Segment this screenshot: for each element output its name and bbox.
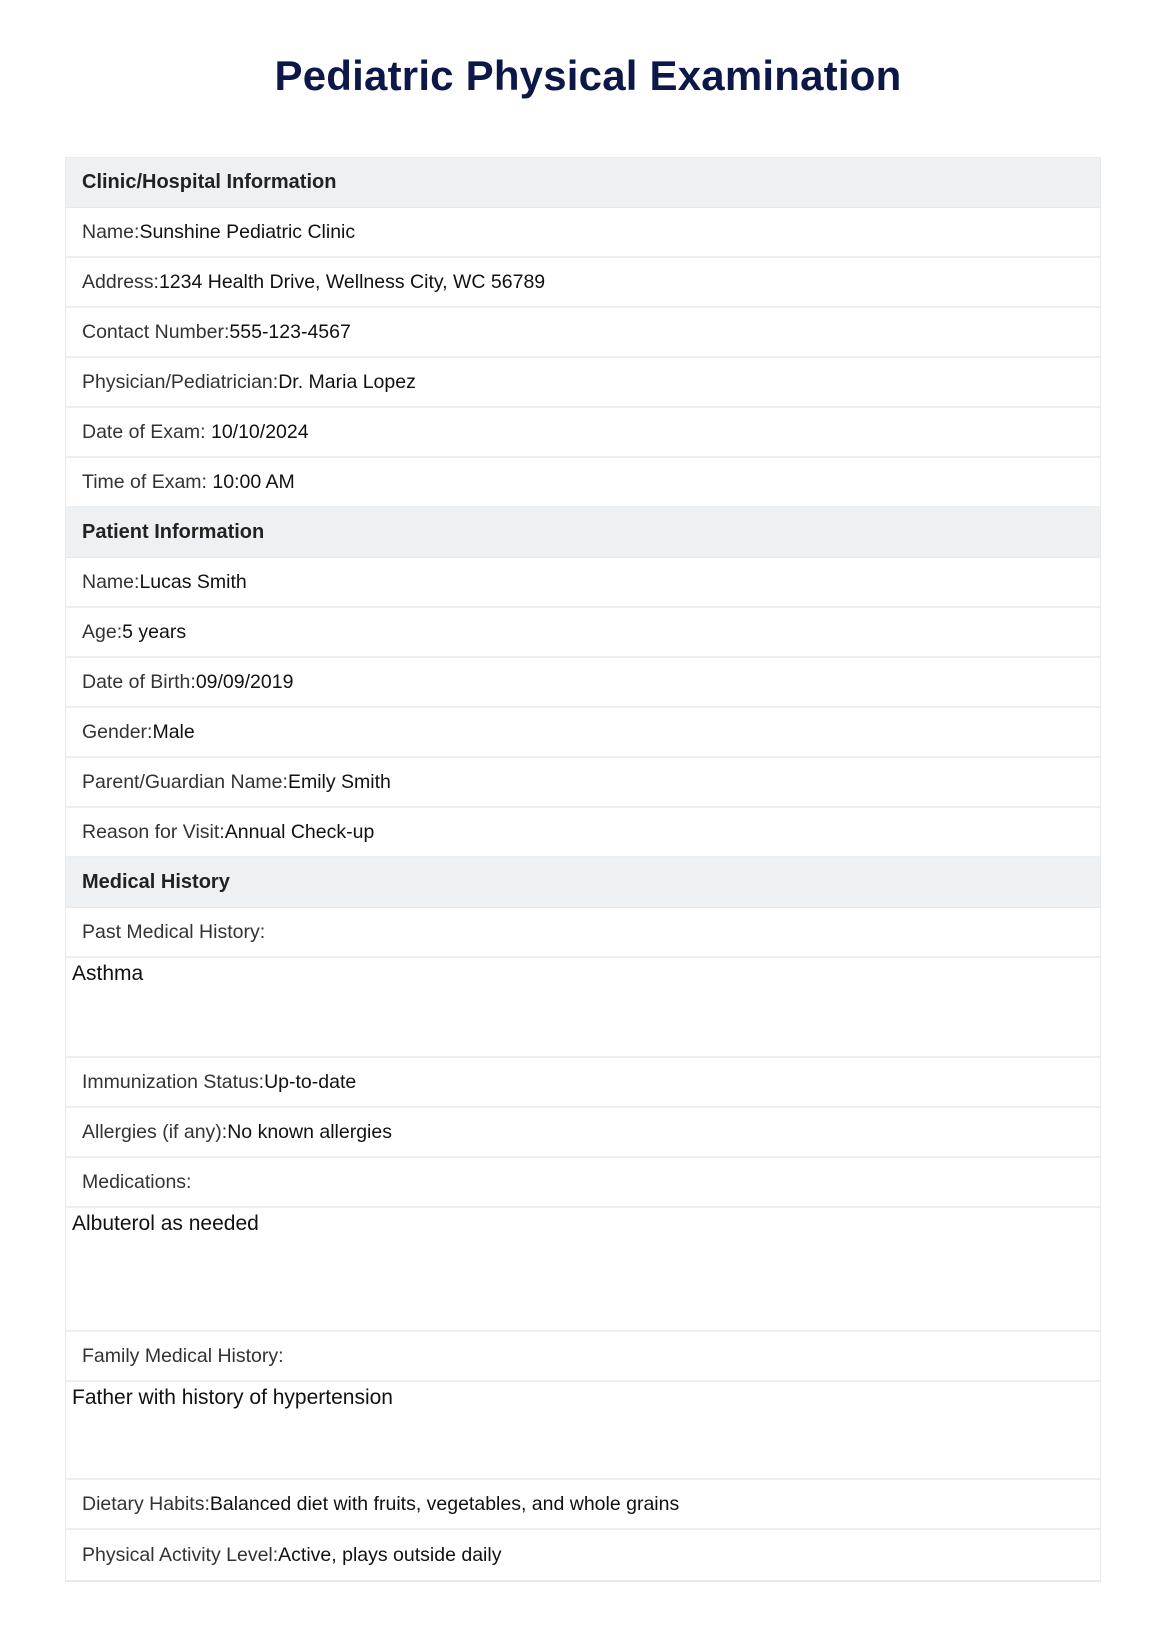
page-title: Pediatric Physical Examination (274, 52, 902, 99)
field-label: Parent/Guardian Name: (82, 770, 288, 793)
section-header-medical-history: Medical History (66, 858, 1100, 908)
physician-field[interactable] (66, 358, 1100, 408)
field-value: Active, plays outside daily (278, 1543, 502, 1566)
field-value: Balanced diet with fruits, vegetables, and whole grains (209, 1492, 680, 1515)
field-label: Gender: (82, 720, 153, 743)
allergies-field[interactable] (66, 1108, 1100, 1158)
field-label: Family Medical History: (82, 1344, 284, 1367)
past-medical-history-textarea[interactable]: Asthma (66, 958, 1100, 1058)
visit-reason-field[interactable] (66, 808, 1100, 858)
patient-name-field[interactable] (66, 558, 1100, 608)
field-label: Reason for Visit: (82, 820, 225, 843)
medications-label-row (66, 1158, 1100, 1208)
field-label: Name: (82, 570, 140, 593)
field-label: Age: (82, 620, 123, 643)
patient-age-field[interactable] (66, 608, 1100, 658)
exam-form (65, 157, 1101, 1582)
field-label: Date of Birth: (82, 670, 196, 693)
field-label: Name: (82, 220, 140, 243)
clinic-address-field[interactable] (66, 258, 1100, 308)
field-value: 10/10/2024 (205, 420, 309, 443)
past-medical-history-label-row (66, 908, 1100, 958)
field-label: Time of Exam: (82, 470, 207, 493)
field-value: Annual Check-up (224, 820, 375, 843)
field-value: Emily Smith (287, 770, 391, 793)
field-label: Physician/Pediatrician: (82, 370, 279, 393)
field-value: Lucas Smith (139, 570, 247, 593)
field-value: Dr. Maria Lopez (278, 370, 416, 393)
field-value: 555-123-4567 (229, 320, 351, 343)
physical-activity-field[interactable] (66, 1530, 1100, 1580)
field-label: Physical Activity Level: (82, 1543, 279, 1566)
exam-date-field[interactable] (66, 408, 1100, 458)
field-value: Up-to-date (264, 1070, 357, 1093)
field-value: 10:00 AM (206, 470, 295, 493)
field-value: Male (152, 720, 195, 743)
medications-textarea[interactable]: Albuterol as needed (66, 1208, 1100, 1332)
clinic-name-field[interactable] (66, 208, 1100, 258)
section-header-clinic: Clinic/Hospital Information (66, 158, 1100, 208)
field-value: 5 years (122, 620, 187, 643)
field-label: Dietary Habits: (82, 1492, 210, 1515)
field-label: Date of Exam: (82, 420, 206, 443)
field-value: 09/09/2019 (195, 670, 294, 693)
field-label: Immunization Status: (82, 1070, 265, 1093)
guardian-name-field[interactable] (66, 758, 1100, 808)
clinic-contact-field[interactable] (66, 308, 1100, 358)
dietary-habits-field[interactable] (66, 1480, 1100, 1530)
field-label: Medications: (82, 1170, 192, 1193)
family-medical-history-label-row (66, 1332, 1100, 1382)
section-header-patient: Patient Information (66, 508, 1100, 558)
field-label: Contact Number: (82, 320, 230, 343)
field-value: Sunshine Pediatric Clinic (139, 220, 356, 243)
patient-gender-field[interactable] (66, 708, 1100, 758)
immunization-status-field[interactable] (66, 1058, 1100, 1108)
field-label: Past Medical History: (82, 920, 266, 943)
field-label: Allergies (if any): (82, 1120, 228, 1143)
family-medical-history-textarea[interactable]: Father with history of hypertension (66, 1382, 1100, 1480)
field-value: No known allergies (227, 1120, 392, 1143)
patient-dob-field[interactable] (66, 658, 1100, 708)
field-label: Address: (82, 270, 159, 293)
exam-time-field[interactable] (66, 458, 1100, 508)
field-value: 1234 Health Drive, Wellness City, WC 56789 (158, 270, 546, 293)
